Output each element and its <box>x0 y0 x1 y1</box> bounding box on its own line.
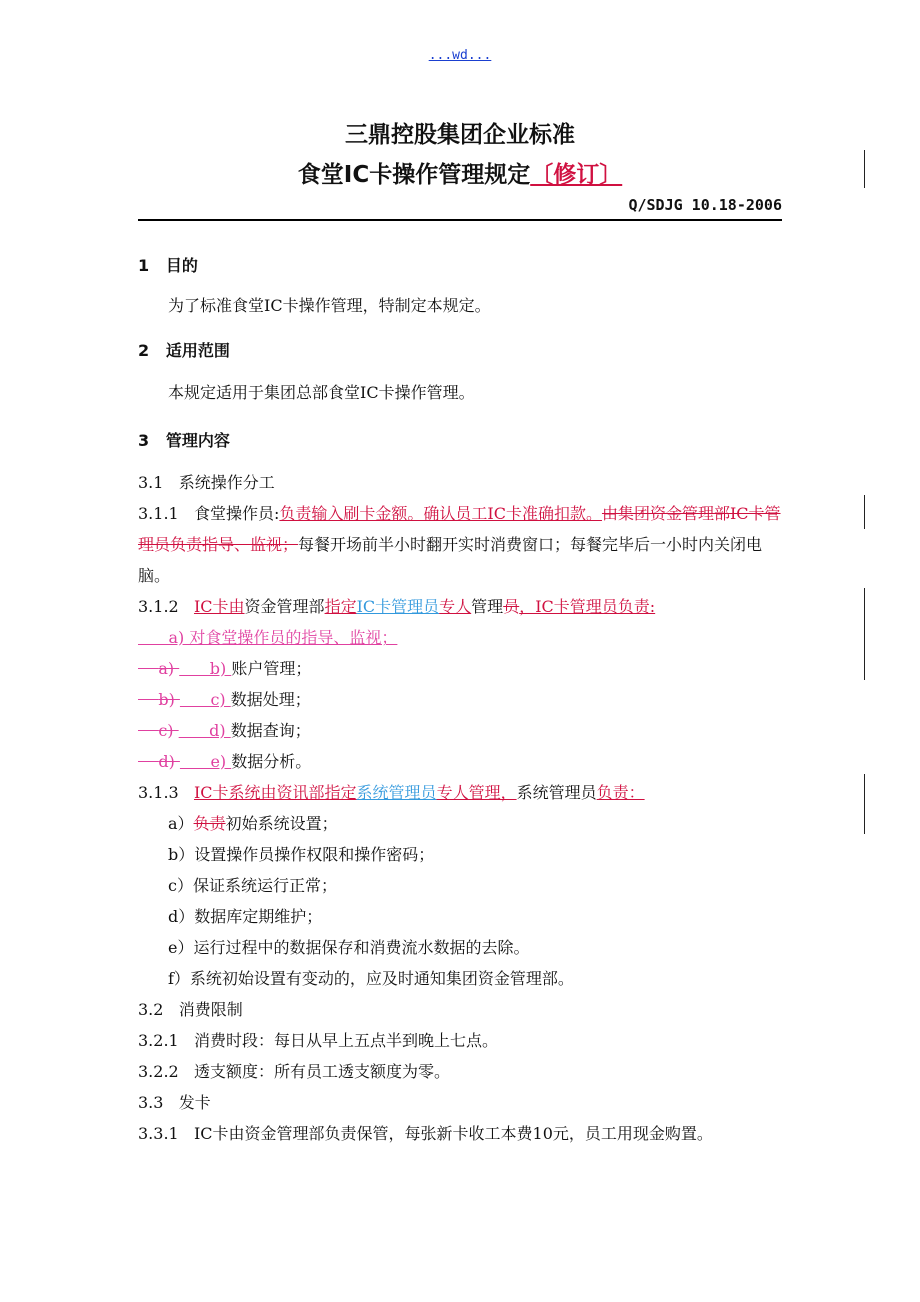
paragraph <box>138 467 786 498</box>
inserted-text: 专人 <box>439 597 472 616</box>
paragraph <box>138 1056 786 1087</box>
text: 账户管理； <box>231 659 312 678</box>
paragraph <box>168 377 786 408</box>
text: 3.1 系统操作分工 <box>138 473 275 492</box>
deleted-list-marker: b) <box>138 690 180 709</box>
text: 3.2.1 消费时段：每日从早上五点半到晚上七点。 <box>138 1031 498 1050</box>
text: 3.3 发卡 <box>138 1093 211 1112</box>
text: 数据处理； <box>230 690 311 709</box>
inserted-text-blue: IC卡管理员 <box>356 597 440 616</box>
header-link[interactable]: ...wd... <box>428 48 492 63</box>
paragraph <box>168 290 786 321</box>
change-bar <box>864 495 865 529</box>
paragraph <box>138 622 786 653</box>
text: 3.3.1 IC卡由资金管理部负责保管，每张新卡收工本费10元，员工用现金购置。 <box>138 1124 713 1143</box>
deleted-list-marker: a) <box>138 659 180 678</box>
company-standard-title: 三鼎控股集团企业标准 <box>345 122 575 148</box>
inserted-text: IC卡由 <box>193 597 245 616</box>
page-header <box>0 48 920 63</box>
paragraph <box>138 746 786 777</box>
text: 本规定适用于集团总部食堂IC卡操作管理。 <box>168 383 475 402</box>
inserted-list-marker: e) <box>179 752 232 771</box>
text: 管理 <box>471 597 504 616</box>
deleted-text: 由集团资金管理部IC卡管理员负责指导、监视； <box>138 504 781 554</box>
inserted-list-marker: a) 对食堂操作员的指导、监视； <box>138 628 398 647</box>
inserted-text: 指定 <box>324 597 357 616</box>
title-text: 食堂IC卡操作管理规定 <box>297 162 531 188</box>
inserted-list-marker: d) <box>178 721 231 740</box>
inserted-text-blue: 系统管理员 <box>356 783 437 802</box>
paragraph <box>138 591 786 622</box>
inserted-text: 专人管理， <box>436 783 517 802</box>
text: 数据查询； <box>230 721 311 740</box>
paragraph <box>138 1087 786 1118</box>
text: 1 目的 <box>138 256 198 275</box>
paragraph <box>138 715 786 746</box>
deleted-list-marker: c) <box>138 721 179 740</box>
title-divider <box>138 219 782 221</box>
paragraph <box>138 1118 786 1149</box>
text: a） <box>168 814 194 833</box>
text: 资金管理部 <box>244 597 325 616</box>
revision-mark: 〔修订〕 <box>530 162 623 188</box>
paragraph <box>138 994 786 1025</box>
paragraph <box>138 653 786 684</box>
text: 3.1.3 <box>138 783 194 802</box>
inserted-text: IC卡系统由资讯部指定 <box>193 783 357 802</box>
inserted-text: 负责： <box>596 783 645 802</box>
text: 为了标准食堂IC卡操作管理，特制定本规定。 <box>168 296 491 315</box>
text: 数据分析。 <box>231 752 312 771</box>
text: 3.1.2 <box>138 597 194 616</box>
document-title <box>0 156 920 189</box>
deleted-text: 负责 <box>193 814 226 833</box>
paragraph <box>168 932 786 963</box>
text: f）系统初始设置有变动的，应及时通知集团资金管理部。 <box>168 969 574 988</box>
text: b）设置操作员操作权限和操作密码； <box>168 845 435 864</box>
paragraph <box>168 901 786 932</box>
change-bar <box>864 150 865 188</box>
paragraph <box>168 963 786 994</box>
paragraph <box>138 1025 786 1056</box>
paragraph <box>138 498 786 591</box>
text: 每餐开场前半小时翻开实时消费窗口；每餐完毕后一小时内关闭电脑。 <box>138 535 763 585</box>
inserted-text: ，IC卡管理员负责: <box>519 597 656 616</box>
paragraph <box>138 250 786 281</box>
text: 3.2.2 透支额度：所有员工透支额度为零。 <box>138 1062 450 1081</box>
paragraph <box>168 839 786 870</box>
paragraph <box>138 425 786 456</box>
paragraph <box>138 777 786 808</box>
text: 系统管理员 <box>516 783 597 802</box>
text: d）数据库定期维护； <box>168 907 323 926</box>
deleted-text: 员 <box>503 597 520 616</box>
text: e）运行过程中的数据保存和消费流水数据的去除。 <box>168 938 530 957</box>
deleted-list-marker: d) <box>138 752 180 771</box>
change-bar <box>864 588 865 680</box>
text: 初始系统设置； <box>225 814 338 833</box>
paragraph <box>168 808 786 839</box>
text: 3.2 消费限制 <box>138 1000 243 1019</box>
change-bar <box>864 774 865 834</box>
inserted-list-marker: c) <box>179 690 231 709</box>
text: 3.1.1 食堂操作员: <box>138 504 280 523</box>
text: 2 适用范围 <box>138 341 230 360</box>
paragraph <box>168 870 786 901</box>
inserted-text: 负责输入刷卡金额。确认员工IC卡准确扣款。 <box>279 504 602 523</box>
paragraph <box>138 684 786 715</box>
inserted-list-marker: b) <box>179 659 232 678</box>
text: c）保证系统运行正常； <box>168 876 337 895</box>
paragraph <box>138 335 786 366</box>
text: 3 管理内容 <box>138 431 230 450</box>
standard-code: Q/SDJG 10.18-2006 <box>628 196 782 214</box>
